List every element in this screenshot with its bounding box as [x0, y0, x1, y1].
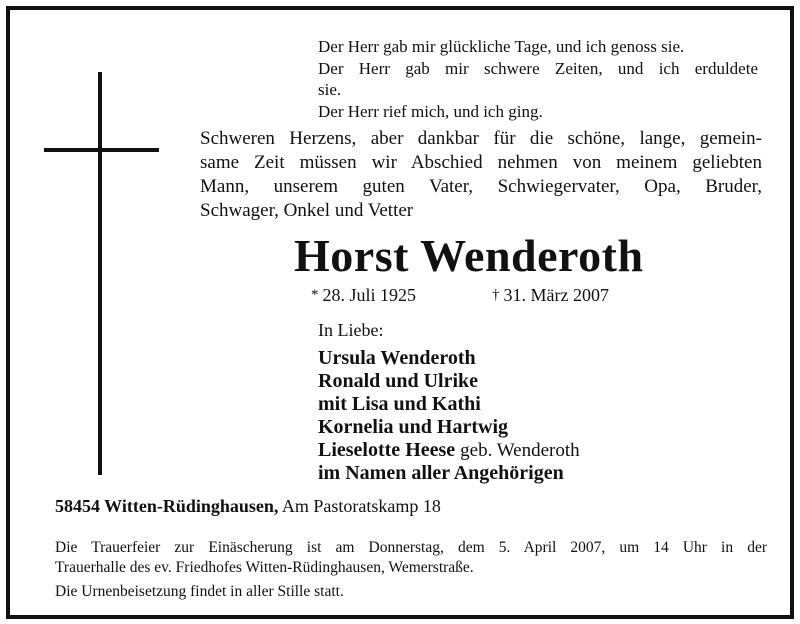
- cross-icon: [98, 72, 102, 475]
- mourner: Ursula Wenderoth: [318, 347, 476, 369]
- deceased-name: Horst Wenderoth: [294, 230, 644, 281]
- maiden-name-note: geb. Wenderoth: [460, 440, 580, 461]
- mourner: mit Lisa und Kathi: [318, 393, 481, 415]
- verse-line: Der Herr rief mich, und ich ging.: [318, 101, 543, 121]
- birth-date: [311, 284, 416, 306]
- funeral-line: Die Trauerfeier zur Einäscherung ist am Donnerstag, dem 5. April 2007, um 14 Uhr in der: [55, 539, 767, 556]
- death-date: [492, 284, 609, 306]
- intro-text: [200, 127, 762, 223]
- address-street: Am Pastoratskamp 18: [281, 496, 441, 516]
- intro-line: same Zeit müssen wir Abschied nehmen von meinem geliebten: [200, 152, 762, 173]
- star-icon: *: [311, 287, 319, 303]
- death-date-text: 31. März 2007: [503, 285, 609, 305]
- funeral-line: Trauerhalle des ev. Friedhofes Witten-Rüdinghausen, Wemerstraße.: [55, 559, 474, 576]
- mourner: Kornelia und Hartwig: [318, 416, 509, 438]
- intro-line: Schweren Herzens, aber dankbar für die schöne, lange, gemein-: [200, 128, 762, 149]
- intro-line: Schwager, Onkel und Vetter: [200, 200, 414, 221]
- verse-line: Der Herr gab mir glückliche Tage, und ich genoss sie.: [318, 37, 685, 56]
- funeral-notice: [55, 538, 767, 578]
- intro-line: Mann, unserem guten Vater, Schwiegervater, Opa, Bruder,: [200, 176, 762, 197]
- urn-notice: Die Urnenbeisetzung findet in aller Stille statt.: [55, 583, 344, 600]
- verse-line: sie.: [318, 80, 342, 99]
- mourner: [318, 439, 580, 462]
- birth-date-text: 28. Juli 1925: [322, 285, 417, 305]
- mourners-intro: In Liebe:: [318, 320, 384, 340]
- address: [55, 495, 441, 517]
- cross-icon-bar: [44, 148, 159, 152]
- dagger-icon: †: [492, 287, 500, 303]
- mourner-name: Lieselotte Heese: [318, 439, 456, 461]
- verse: [318, 36, 758, 122]
- verse-line: Der Herr gab mir schwere Zeiten, und ich erduldete: [318, 58, 758, 78]
- address-city: 58454 Witten-Rüdinghausen,: [55, 496, 279, 516]
- mourner: im Namen aller Angehörigen: [318, 462, 564, 484]
- mourner: Ronald und Ulrike: [318, 370, 479, 392]
- mourners-list: [318, 347, 580, 485]
